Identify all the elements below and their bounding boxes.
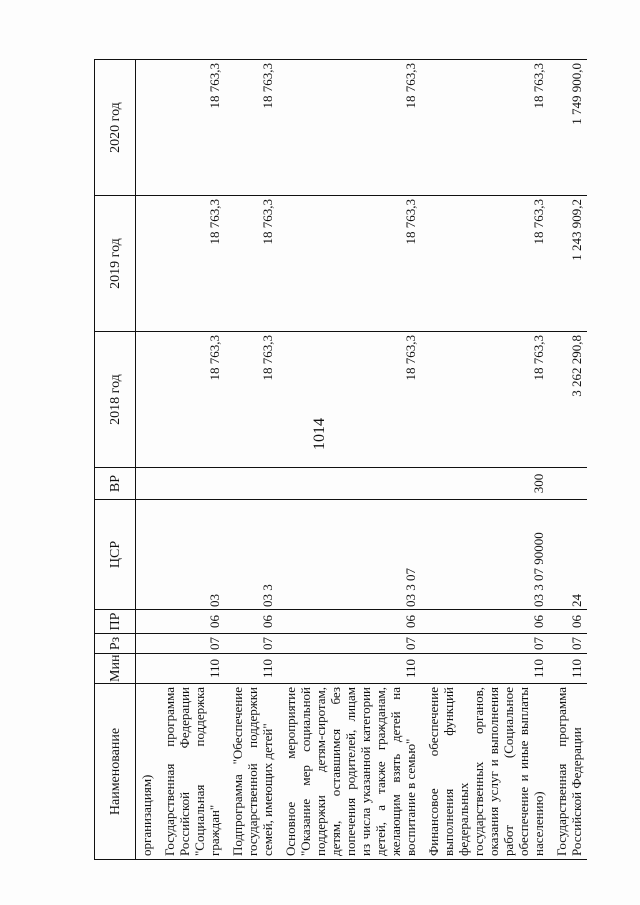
cell-vr: [157, 468, 225, 500]
table-row: [421, 60, 549, 860]
cell-2019: 18 763,3: [421, 196, 549, 332]
cell-rz: 07: [549, 634, 587, 654]
cell-pr: 06: [421, 610, 549, 634]
cell-rz: 07: [225, 634, 278, 654]
cell-name: Финансовое обеспечение выполнения функций федеральных государственных органов, оказания услуг и выполнения работ (Социальное обеспечение и иные выплаты населению): [421, 684, 549, 860]
cell-2018: 18 763,3: [278, 332, 421, 468]
rotated-table-container: [94, 60, 614, 860]
page-number: 1014: [311, 418, 328, 450]
cell-name: организациям): [136, 684, 158, 860]
col-header-2020: 2020 год: [95, 60, 136, 196]
cell-csr: 24: [549, 500, 587, 610]
cell-name: Государственная программа Российской Федерации "Социальная поддержка граждан": [157, 684, 225, 860]
cell-rz: 07: [157, 634, 225, 654]
cell-2020: 1 749 900,0: [549, 60, 587, 196]
cell-2019: [136, 196, 158, 332]
cell-name: Основное мероприятие "Оказание мер социальной поддержки детям-сиротам, детям, оставшимся без попечения родителей, лицам из числа указанной категории детей, а также гражданам, желающим взять детей на воспитание в семью": [278, 684, 421, 860]
table-row: [549, 60, 587, 860]
cell-2018: [136, 332, 158, 468]
col-header-csr: ЦСР: [95, 500, 136, 610]
cell-min: 110: [421, 654, 549, 684]
table-row: [136, 60, 158, 860]
cell-2019: 1 243 909,2: [549, 196, 587, 332]
cell-min: 110: [549, 654, 587, 684]
cell-vr: 300: [421, 468, 549, 500]
cell-csr: 03 3 07: [278, 500, 421, 610]
cell-2018: 3 262 290,8: [549, 332, 587, 468]
cell-pr: [136, 610, 158, 634]
table-row: [278, 60, 421, 860]
cell-name: Государственная программа Российской Федерации: [549, 684, 587, 860]
cell-2018: 18 763,3: [421, 332, 549, 468]
cell-pr: 06: [278, 610, 421, 634]
table-row: [157, 60, 225, 860]
col-header-vr: ВР: [95, 468, 136, 500]
cell-2020: 18 763,3: [278, 60, 421, 196]
cell-name: Подпрограмма "Обеспечение государственной поддержки семей, имеющих детей": [225, 684, 278, 860]
cell-vr: [225, 468, 278, 500]
cell-pr: 06: [157, 610, 225, 634]
cell-2020: 18 763,3: [421, 60, 549, 196]
cell-2018: 18 763,3: [225, 332, 278, 468]
col-header-name: Наименование: [95, 684, 136, 860]
cell-2019: 18 763,3: [225, 196, 278, 332]
cell-csr: 03 3 07 90000: [421, 500, 549, 610]
cell-vr: [278, 468, 421, 500]
table-row: [225, 60, 278, 860]
cell-2020: [136, 60, 158, 196]
col-header-2018: 2018 год: [95, 332, 136, 468]
cell-2018: 18 763,3: [157, 332, 225, 468]
col-header-min: Мин: [95, 654, 136, 684]
cell-vr: [549, 468, 587, 500]
cell-rz: [136, 634, 158, 654]
cell-pr: 06: [549, 610, 587, 634]
col-header-2019: 2019 год: [95, 196, 136, 332]
cell-2020: 18 763,3: [157, 60, 225, 196]
cell-2020: 18 763,3: [225, 60, 278, 196]
cell-csr: 03: [157, 500, 225, 610]
cell-min: 110: [157, 654, 225, 684]
cell-csr: [136, 500, 158, 610]
cell-min: 110: [278, 654, 421, 684]
col-header-rz: Рз: [95, 634, 136, 654]
cell-min: 110: [225, 654, 278, 684]
header-row: [95, 60, 136, 860]
cell-rz: 07: [278, 634, 421, 654]
cell-rz: 07: [421, 634, 549, 654]
cell-vr: [136, 468, 158, 500]
cell-pr: 06: [225, 610, 278, 634]
budget-table: [94, 59, 587, 860]
cell-csr: 03 3: [225, 500, 278, 610]
cell-2019: 18 763,3: [157, 196, 225, 332]
col-header-pr: ПР: [95, 610, 136, 634]
cell-2019: 18 763,3: [278, 196, 421, 332]
cell-min: [136, 654, 158, 684]
